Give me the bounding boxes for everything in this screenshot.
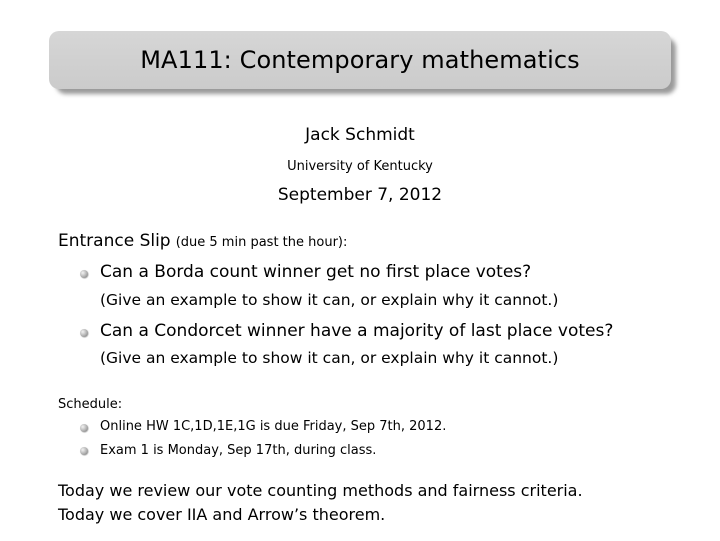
entrance-subtext-2: (Give an example to show it can, or explain why it cannot.) bbox=[100, 349, 559, 367]
schedule-heading: Schedule: bbox=[58, 397, 123, 412]
bullet-icon bbox=[80, 329, 88, 337]
closing-line-1: Today we review our vote counting methods and fairness criteria. bbox=[58, 481, 583, 500]
bullet-icon bbox=[80, 270, 88, 278]
schedule-item-2: Exam 1 is Monday, Sep 17th, during class. bbox=[100, 443, 377, 458]
entrance-slip-heading bbox=[58, 231, 347, 251]
slide-title: MA111: Contemporary mathematics bbox=[140, 46, 580, 74]
schedule-item-1: Online HW 1C,1D,1E,1G is due Friday, Sep 7th, 2012. bbox=[100, 419, 447, 434]
entrance-question-2: Can a Condorcet winner have a majority of last place votes? bbox=[100, 321, 614, 341]
entrance-slip-title: Entrance Slip bbox=[58, 231, 171, 251]
entrance-question-1: Can a Borda count winner get no first place votes? bbox=[100, 262, 532, 282]
bullet-icon bbox=[80, 447, 88, 455]
entrance-slip-note: (due 5 min past the hour): bbox=[175, 235, 348, 250]
closing-line-2: Today we cover IIA and Arrow’s theorem. bbox=[58, 505, 386, 524]
title-bar bbox=[49, 31, 671, 89]
entrance-subtext-1: (Give an example to show it can, or explain why it cannot.) bbox=[100, 291, 559, 309]
institution: University of Kentucky bbox=[287, 159, 433, 174]
presentation-date: September 7, 2012 bbox=[277, 185, 443, 205]
bullet-icon bbox=[80, 424, 88, 432]
author-name: Jack Schmidt bbox=[305, 125, 415, 145]
